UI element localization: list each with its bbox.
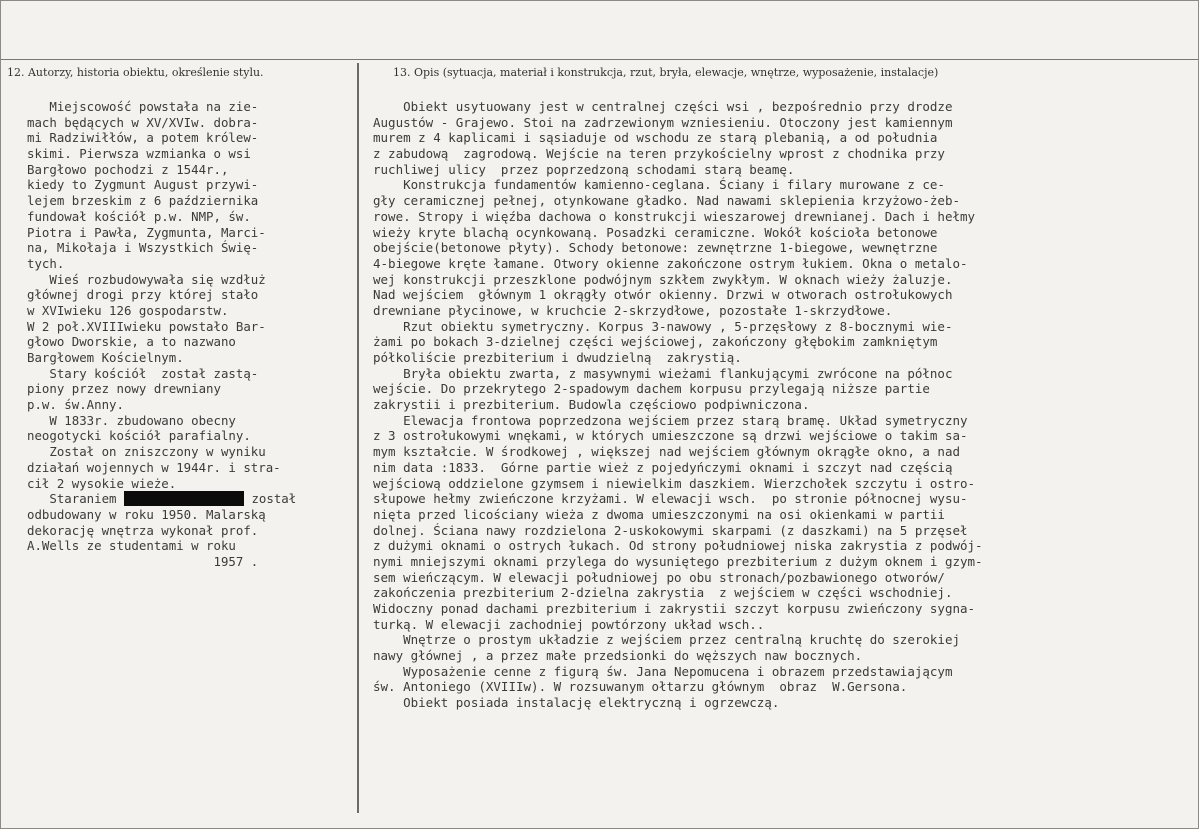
history-text-line: Bargłowo pochodzi z 1544r., — [27, 161, 229, 177]
history-text-line: dekorację wnętrza wykonał prof. — [27, 522, 259, 538]
description-text-line: słupowe hełmy zwieńczone krzyżami. W elewacji wsch. po stronie północnej wysu- — [373, 491, 968, 507]
history-text-line: p.w. św.Anny. — [27, 397, 124, 413]
description-text-line: sem wieńczącym. W elewacji południowej po obu stronach/pozbawionego otworów/ — [373, 569, 945, 585]
description-text-line: półkoliście prezbiterium i dwudzielną zakrystią. — [373, 350, 742, 365]
description-text-line: nawy głównej , a przez małe przedsionki do węższych naw bocznych. — [373, 648, 863, 664]
description-text-line: Rzut obiektu symetryczny. Korpus 3-nawowy , 5-przęsłowy z 8-bocznymi wie- — [373, 318, 953, 334]
history-text-line: w XVIwieku 126 gospodarstw. — [27, 302, 229, 318]
description-text-line: Elewacja frontowa poprzedzona wejściem przez starą bramę. Układ symetryczny — [373, 412, 968, 428]
history-text-line: kiedy to Zygmunt August przywi- — [27, 177, 259, 193]
description-text-line: Wnętrze o prostym układzie z wejściem przez centralną kruchtę do szerokiej — [373, 632, 960, 648]
history-text-line: fundował kościół p.w. NMP, św. — [27, 208, 251, 224]
history-text-line: Miejscowość powstała na zie- — [27, 99, 259, 114]
description-text-line: wieży kryte blachą ocynkowaną. Posadzki ceramiczne. Wokół kościoła betonowe — [373, 224, 938, 240]
history-text-line: Bargłowem Kościelnym. — [27, 350, 184, 365]
description-text-line: rowe. Stropy i więźba dachowa o konstrukcji wieszarowej drewnianej. Dach i hełmy — [373, 208, 976, 224]
history-text-line: neogotycki kościół parafialny. — [27, 428, 251, 444]
description-text-line: nim data :1833. Górne partie wież z pojedyńczymi oknami i szczyt nad częścią — [373, 459, 953, 475]
description-text-line: zakończenia prezbiterium 2-dzielna zakrystia z wejściem w części wschodniej. — [373, 585, 953, 601]
description-text-line: z dużymi oknami o ostrych łukach. Od strony południowej niska zakrystia z podwój- — [373, 538, 983, 554]
description-text-line: Wyposażenie cenne z figurą św. Jana Nepomucena i obrazem przedstawiającym — [373, 663, 953, 679]
history-text-line: piony przez nowy drewniany — [27, 381, 221, 397]
description-text-line: ruchliwej ulicy przez poprzedzoną schodami starą beamę. — [373, 161, 795, 177]
description-text-line: gły ceramicznej pełnej, otynkowane gładko. Nad nawami sklepienia krzyżowo-żeb- — [373, 193, 960, 209]
history-text-line: Piotra i Pawła, Zygmunta, Marci- — [27, 224, 266, 240]
description-text-line: Obiekt posiada instalację elektryczną i ogrzewczą. — [373, 695, 780, 711]
description-text-line: obejście(betonowe płyty). Schody betonowe: zewnętrzne 1-biegowe, wewnętrzne — [373, 240, 938, 256]
description-text-line: z 3 ostrołukowymi wnękami, w których umieszczone są drzwi wejściowe o takim sa- — [373, 428, 968, 444]
column-divider — [357, 63, 359, 813]
history-text-line: mach będących w XV/XVIw. dobra- — [27, 114, 259, 130]
description-text-line: Augustów - Grajewo. Stoi na zadrzewionym wzniesieniu. Otoczony jest kamiennym — [373, 114, 953, 130]
description-text-line: żami po bokach 3-dzielnej części wejściowej, zakończony głębokim zamkniętym — [373, 334, 938, 350]
history-text-line: mi Radziwiłłów, a potem królew- — [27, 130, 259, 146]
description-text-line: wej konstrukcji przeszklone podwójnym szkłem zwykłym. W oknach wieży żaluzje. — [373, 271, 953, 287]
section-12-header: 12. Autorzy, historia obiektu, określenie stylu. — [7, 66, 264, 79]
description-text-line: Bryła obiektu zwarta, z masywnymi wieżami flankującymi zwrócone na północ — [373, 365, 953, 381]
history-text-line: głównej drogi przy której stało — [27, 287, 259, 303]
description-text-line: zakrystii i prezbiterium. Budowla częściowo podpiwniczona. — [373, 397, 810, 413]
history-text-line: W 2 poł.XVIIIwieku powstało Bar- — [27, 318, 266, 334]
history-text-line: cił 2 wysokie wieże. — [27, 475, 177, 491]
history-text-line: głowo Dworskie, a to nazwano — [27, 334, 236, 350]
history-text-line: Został on zniszczony w wyniku — [27, 444, 266, 460]
description-column — [373, 99, 1193, 711]
description-text-line: nymi mniejszymi oknami przylega do wysuniętego prezbiterium z dużym oknem i gzym- — [373, 553, 983, 569]
history-text-line: W 1833r. zbudowano obecny — [27, 412, 236, 428]
description-text-line: murem z 4 kaplicami i sąsiaduje od wschodu ze starą plebanią, a od południa — [373, 130, 938, 146]
history-text-line: na, Mikołaja i Wszystkich Świę- — [27, 240, 259, 256]
description-text-line: Widoczny ponad dachami prezbiterium i zakrystii szczyt korpusu zwieńczony sygna- — [373, 601, 976, 616]
redacted-line-before: Staraniem — [27, 491, 124, 507]
history-text-line: działań wojennych w 1944r. i stra- — [27, 459, 281, 475]
history-text-line: A.Wells ze studentami w roku — [27, 538, 236, 554]
header-rule — [1, 59, 1198, 60]
history-text-line — [27, 491, 352, 507]
description-text-line: z zabudową zagrodową. Wejście na teren przykościelny wprost z chodnika przy — [373, 146, 945, 162]
description-text-line: dolnej. Ściana nawy rozdzielona 2-uskokowymi skarpami (z daszkami) na 5 przęseł — [373, 522, 968, 538]
redaction-bar — [124, 491, 244, 506]
history-text-line: lejem brzeskim z 6 października — [27, 193, 259, 209]
history-text-line: Stary kościół został zastą- — [27, 365, 259, 381]
description-text-line: Nad wejściem głównym 1 okrągły otwór okienny. Drzwi w otworach ostrołukowych — [373, 287, 953, 303]
section-13-header: 13. Opis (sytuacja, materiał i konstrukcja, rzut, bryła, elewacje, wnętrze, wyposażenie, instalacje) — [393, 66, 939, 79]
redacted-line-after: został — [243, 491, 297, 507]
description-text-line: 4-biegowe kręte łamane. Otwory okienne zakończone ostrym łukiem. Okna o metalo- — [373, 255, 968, 271]
description-text-line: turką. W elewacji zachodniej powtórzony układ wsch.. — [373, 616, 765, 632]
history-text-line: Wieś rozbudowywała się wzdłuż — [27, 271, 266, 287]
history-text-line: 1957 . — [27, 553, 259, 569]
description-text-line: Konstrukcja fundamentów kamienno-ceglana. Ściany i filary murowane z ce- — [373, 177, 945, 193]
history-text-line: odbudowany w roku 1950. Malarską — [27, 506, 266, 522]
description-text-line: wejściową oddzielone gzymsem i niewielkim daszkiem. Wierzchołek szczytu i ostro- — [373, 475, 976, 491]
description-text-line: nięta przed licościany wieża z dwoma umieszczonymi na osi okienkami w partii — [373, 506, 945, 522]
description-text-line: drewniane płycinowe, w kruchcie 2-skrzydłowe, pozostałe 1-skrzydłowe. — [373, 302, 893, 318]
description-text-line: mym kształcie. W środkowej , większej nad wejściem głównym okrągłe okno, a nad — [373, 444, 960, 460]
description-text-line: wejście. Do przekrytego 2-spadowym dachem korpusu przylegają niższe partie — [373, 381, 930, 397]
history-text-line: skimi. Pierwsza wzmianka o wsi — [27, 146, 251, 162]
history-text-line: tych. — [27, 255, 65, 271]
history-column — [27, 99, 352, 570]
description-text-line: św. Antoniego (XVIIIw). W rozsuwanym ołtarzu głównym obraz W.Gersona. — [373, 679, 908, 695]
description-text-line: Obiekt usytuowany jest w centralnej części wsi , bezpośrednio przy drodze — [373, 99, 953, 114]
